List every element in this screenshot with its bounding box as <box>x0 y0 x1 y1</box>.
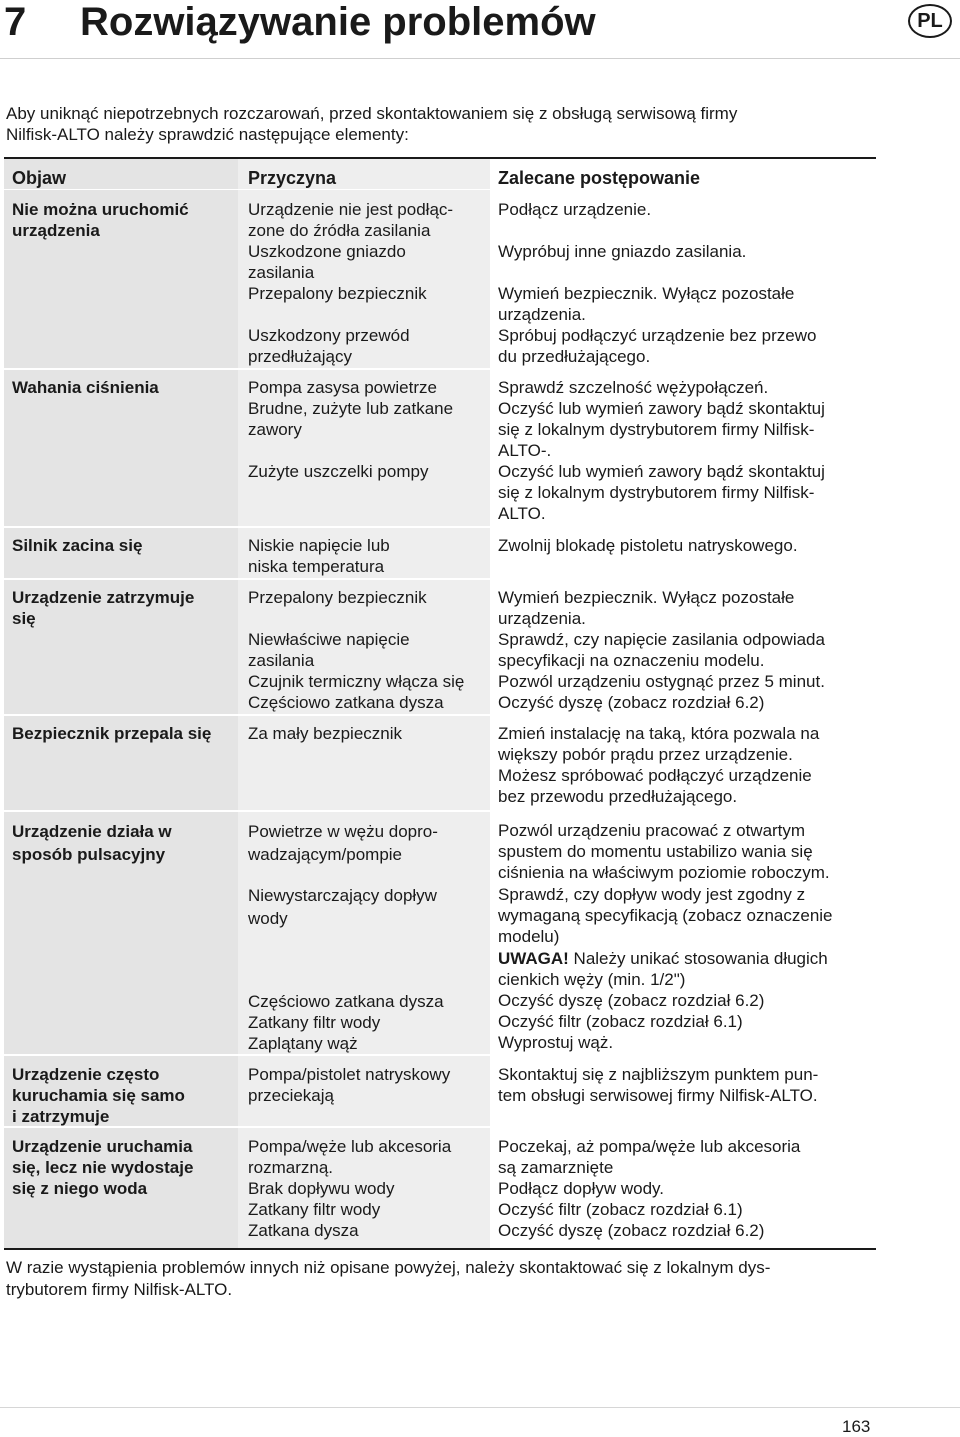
symptom-cell <box>12 1136 193 1199</box>
cause-cell-line: Pompa/węże lub akcesoria <box>248 1137 452 1156</box>
cause-cell <box>248 1220 359 1241</box>
action-cell <box>498 723 819 807</box>
action-cell <box>498 1136 800 1178</box>
cause-cell-line: Czujnik termiczny włącza się <box>248 672 465 691</box>
symptom-cell-line: Urządzenie działa w <box>12 822 172 841</box>
cause-cell-line: niska temperatura <box>248 557 385 576</box>
cause-cell-line: przedłużający <box>248 347 352 366</box>
action-cell-line: bez przewodu przedłużającego. <box>498 787 738 806</box>
cause-cell-line: Niewystarczający dopływ <box>248 886 437 905</box>
cause-cell-line: Zaplątany wąż <box>248 1034 358 1053</box>
action-cell-line: ciśnienia na właściwym poziomie roboczym. <box>498 863 830 882</box>
cause-cell-line: Zatkany filtr wody <box>248 1013 381 1032</box>
cause-cell-line: Częściowo zatkana dysza <box>248 693 444 712</box>
cause-cell <box>248 723 402 744</box>
action-cell-line: Skontaktuj się z najbliższym punktem pun- <box>498 1065 819 1084</box>
action-cell-line: są zamarznięte <box>498 1158 614 1177</box>
action-cell-line: wymaganą specyfikacją (zobacz oznaczenie <box>498 906 833 925</box>
action-cell <box>498 1220 764 1241</box>
cause-cell-line: rozmarzną. <box>248 1158 334 1177</box>
intro-line: Nilfisk-ALTO należy sprawdzić następujące elementy: <box>6 125 409 144</box>
symptom-cell-line: Silnik zacina się <box>12 536 143 555</box>
action-cell-line: Oczyść dyszę (zobacz rozdział 6.2) <box>498 693 765 712</box>
cause-cell-line: Uszkodzony przewód <box>248 326 410 345</box>
action-cell <box>498 1064 818 1106</box>
column-header-cause: Przyczyna <box>248 168 337 188</box>
warning-note <box>498 948 828 990</box>
action-cell-line: się z lokalnym dystrybutorem firmy Nilfisk- <box>498 483 815 502</box>
action-cell <box>498 1178 664 1199</box>
warning-text: Należy unikać stosowania długich <box>568 949 828 968</box>
action-cell-line: Wypróbuj inne gniazdo zasilania. <box>498 242 747 261</box>
action-cell-line: Oczyść dyszę (zobacz rozdział 6.2) <box>498 1221 765 1240</box>
cause-cell <box>248 587 427 608</box>
symptom-cell <box>12 723 211 744</box>
footer-line: trybutorem firmy Nilfisk-ALTO. <box>6 1280 233 1299</box>
cause-cell-line: zone do źródła zasilania <box>248 221 431 240</box>
symptom-cell <box>12 199 189 241</box>
symptom-cell <box>12 587 194 629</box>
action-cell-line: Podłącz urządzenie. <box>498 200 652 219</box>
action-cell <box>498 629 825 671</box>
action-cell <box>498 587 794 629</box>
action-cell-line: Podłącz dopływ wody. <box>498 1179 664 1198</box>
action-cell-line: urządzenia. <box>498 305 586 324</box>
action-cell <box>498 241 746 262</box>
row-separator <box>4 368 876 370</box>
symptom-cell-line: Bezpiecznik przepala się <box>12 724 212 743</box>
action-cell <box>498 884 833 947</box>
action-cell-line: Sprawdź, czy dopływ wody jest zgodny z <box>498 885 806 904</box>
cause-cell-line: Przepalony bezpiecznik <box>248 588 427 607</box>
symptom-cell-line: Urządzenie uruchamia <box>12 1137 193 1156</box>
action-cell-line: Oczyść lub wymień zawory bądź skontaktuj <box>498 399 825 418</box>
header-divider <box>0 58 960 59</box>
cause-cell-line: Uszkodzone gniazdo <box>248 242 406 261</box>
action-cell-line: Wyprostuj wąż. <box>498 1033 614 1052</box>
action-cell-line: Poczekaj, aż pompa/węże lub akcesoria <box>498 1137 801 1156</box>
symptom-cell-line: Wahania ciśnienia <box>12 378 159 397</box>
cause-cell <box>248 398 453 440</box>
action-cell <box>498 325 816 367</box>
intro-paragraph <box>6 103 886 145</box>
cause-cell <box>248 461 428 482</box>
column-header-symptom: Objaw <box>12 168 67 188</box>
cause-cell-line: Częściowo zatkana dysza <box>248 992 444 1011</box>
action-cell-line: Pozwól urządzeniu pracować z otwartym <box>498 821 806 840</box>
footer-note <box>6 1257 886 1301</box>
action-cell <box>498 461 825 524</box>
row-separator <box>4 810 876 812</box>
cause-cell-line: Za mały bezpiecznik <box>248 724 403 743</box>
action-cell-line: Oczyść filtr (zobacz rozdział 6.1) <box>498 1012 743 1031</box>
cause-cell-line: zasilania <box>248 263 315 282</box>
action-cell <box>498 671 825 692</box>
action-cell <box>498 535 798 556</box>
cause-cell <box>248 1032 358 1055</box>
action-cell-line: Sprawdź szczelność wężypołączeń. <box>498 378 769 397</box>
cause-cell <box>248 535 390 577</box>
cause-cell-line: Pompa zasysa powietrze <box>248 378 437 397</box>
cause-cell-line: wody <box>248 909 288 928</box>
action-cell-line: du przedłużającego. <box>498 347 651 366</box>
footer-line: W razie wystąpienia problemów innych niż opisane powyżej, należy skontaktować się z lokalnym dys- <box>6 1258 771 1277</box>
cause-cell <box>248 283 427 304</box>
action-cell-line: Zwolnij blokadę pistoletu natryskowego. <box>498 536 798 555</box>
action-cell-line: Pozwól urządzeniu ostygnąć przez 5 minut. <box>498 672 825 691</box>
action-cell-line: Wymień bezpiecznik. Wyłącz pozostałe <box>498 588 795 607</box>
action-cell <box>498 1011 743 1032</box>
action-cell-line: tem obsługi serwisowej firmy Nilfisk-ALTO. <box>498 1086 818 1105</box>
action-cell-line: specyfikacji na oznaczeniu modelu. <box>498 651 765 670</box>
action-cell <box>498 1199 743 1220</box>
symptom-cell-line: Nie można uruchomić <box>12 200 189 219</box>
action-cell-line: Oczyść filtr (zobacz rozdział 6.1) <box>498 1200 743 1219</box>
action-cell-line: Wymień bezpiecznik. Wyłącz pozostałe <box>498 284 795 303</box>
cause-cell <box>248 990 444 1013</box>
page-title: Rozwiązywanie problemów <box>80 0 596 44</box>
cause-cell-line: Zużyte uszczelki pompy <box>248 462 429 481</box>
action-cell <box>498 990 764 1011</box>
symptom-cell-line: kuruchamia się samo <box>12 1086 185 1105</box>
symptom-cell-line: się, lecz nie wydostaje <box>12 1158 194 1177</box>
cause-cell-line: Urządzenie nie jest podłąc- <box>248 200 454 219</box>
cause-cell-line: Brak dopływu wody <box>248 1179 395 1198</box>
intro-line: Aby uniknąć niepotrzebnych rozczarowań, przed skontaktowaniem się z obsługą serwisową firmy <box>6 104 738 123</box>
table-bottom-rule <box>4 1248 876 1250</box>
symptom-cell <box>12 1064 185 1127</box>
action-cell <box>498 820 830 883</box>
row-separator <box>4 1054 876 1056</box>
cause-cell <box>248 241 406 283</box>
action-cell-line: Sprawdź, czy napięcie zasilania odpowiada <box>498 630 825 649</box>
action-cell-line: spustem do momentu ustabilizo wania się <box>498 842 813 861</box>
symptom-cell-line: urządzenia <box>12 221 100 240</box>
action-cell-line: Zmień instalację na taką, która pozwala na <box>498 724 820 743</box>
symptom-cell-line: się z niego woda <box>12 1179 148 1198</box>
cause-cell-line: Pompa/pistolet natryskowy <box>248 1065 451 1084</box>
warning-text: cienkich węży (min. 1/2") <box>498 970 686 989</box>
row-separator <box>4 714 876 716</box>
cause-cell <box>248 1011 380 1034</box>
footer-divider <box>0 1407 960 1408</box>
cause-cell <box>248 671 464 692</box>
symptom-cell <box>12 820 172 866</box>
symptom-cell-line: się <box>12 609 36 628</box>
cause-cell <box>248 377 437 398</box>
action-cell <box>498 1032 613 1053</box>
cause-cell-line: Zatkany filtr wody <box>248 1200 381 1219</box>
action-cell-line: modelu) <box>498 927 560 946</box>
table-header-separator <box>4 189 876 190</box>
action-cell-line: Oczyść dyszę (zobacz rozdział 6.2) <box>498 991 765 1010</box>
action-cell <box>498 692 764 713</box>
cause-cell-line: Powietrze w wężu dopro- <box>248 822 438 841</box>
cause-cell <box>248 820 438 866</box>
cause-cell-line: Brudne, zużyte lub zatkane <box>248 399 454 418</box>
row-separator <box>4 526 876 528</box>
action-cell <box>498 377 768 398</box>
table-top-rule <box>4 157 876 159</box>
action-cell-line: większy pobór prądu przez urządzenie. <box>498 745 793 764</box>
action-cell-line: ALTO. <box>498 504 546 523</box>
symptom-cell <box>12 535 142 556</box>
cause-cell <box>248 692 444 713</box>
symptom-cell-line: i zatrzymuje <box>12 1107 110 1126</box>
action-cell <box>498 283 794 325</box>
symptom-cell-line: Urządzenie często <box>12 1065 160 1084</box>
cause-cell <box>248 629 410 671</box>
cause-cell-line: wadzającym/pompie <box>248 845 403 864</box>
cause-cell <box>248 1199 380 1220</box>
action-cell-line: Oczyść lub wymień zawory bądź skontaktuj <box>498 462 825 481</box>
cause-cell <box>248 1178 394 1199</box>
cause-cell-line: przeciekają <box>248 1086 334 1105</box>
symptom-cell <box>12 377 159 398</box>
action-cell-line: urządzenia. <box>498 609 586 628</box>
cause-cell <box>248 199 453 241</box>
action-cell-line: się z lokalnym dystrybutorem firmy Nilfisk- <box>498 420 815 439</box>
symptom-cell-line: Urządzenie zatrzymuje <box>12 588 195 607</box>
cause-cell <box>248 325 410 367</box>
action-cell-line: Spróbuj podłączyć urządzenie bez przewo <box>498 326 817 345</box>
cause-cell-line: zawory <box>248 420 302 439</box>
column-header-action: Zalecane postępowanie <box>498 168 701 188</box>
action-cell <box>498 199 651 220</box>
cause-cell <box>248 1136 451 1178</box>
chapter-number: 7 <box>4 0 27 44</box>
warning-label: UWAGA! <box>498 949 569 968</box>
cause-cell <box>248 1064 450 1106</box>
action-cell-line: ALTO-. <box>498 441 552 460</box>
cause-cell-line: zasilania <box>248 651 315 670</box>
language-badge: PL <box>908 4 952 38</box>
cause-cell-line: Niskie napięcie lub <box>248 536 390 555</box>
action-cell-line: Możesz spróbować podłączyć urządzenie <box>498 766 812 785</box>
cause-cell-line: Niewłaściwe napięcie <box>248 630 410 649</box>
action-cell <box>498 398 825 461</box>
page-number: 163 <box>842 1417 871 1436</box>
cause-cell-line: Zatkana dysza <box>248 1221 359 1240</box>
cause-cell-line: Przepalony bezpiecznik <box>248 284 427 303</box>
cause-cell <box>248 884 437 930</box>
row-separator <box>4 578 876 580</box>
symptom-cell-line: sposób pulsacyjny <box>12 845 166 864</box>
